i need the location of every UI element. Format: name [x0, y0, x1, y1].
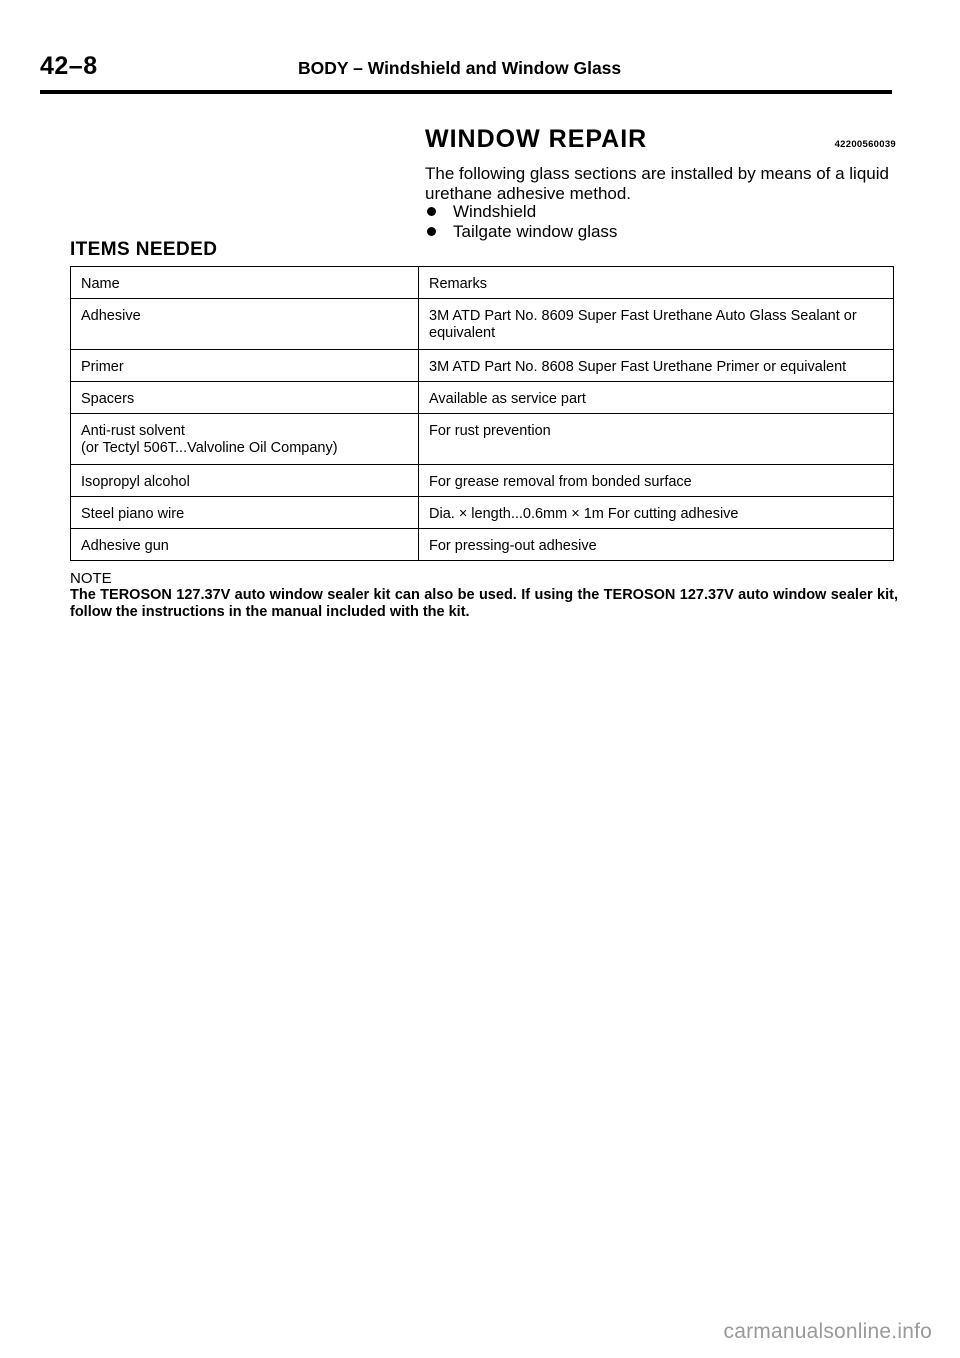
bullet-icon	[427, 207, 436, 216]
item-name: Spacers	[71, 382, 419, 414]
item-remarks: For pressing-out adhesive	[419, 529, 894, 561]
footer-watermark[interactable]: carmanualsonline.info	[723, 1320, 932, 1343]
table-header-row	[71, 267, 894, 299]
item-remarks: For rust prevention	[419, 414, 894, 465]
bullet-icon	[427, 227, 436, 236]
intro-paragraph: The following glass sections are installed by means of a liquid urethane adhesive method.	[425, 164, 889, 203]
list-item	[425, 202, 617, 222]
table-row	[71, 299, 894, 350]
page-number: 42–8	[40, 52, 98, 80]
list-item-label: Tailgate window glass	[453, 221, 618, 241]
table-row	[71, 465, 894, 497]
running-head: BODY – Windshield and Window Glass	[298, 58, 622, 78]
note-text: The TEROSON 127.37V auto window sealer kit can also be used. If using the TEROSON 127.37V auto window sealer kit, follow the instructions in the manual included with the kit.	[70, 587, 898, 620]
item-name: Adhesive	[71, 299, 419, 350]
item-name: Primer	[71, 350, 419, 382]
item-remarks: 3M ATD Part No. 8609 Super Fast Urethane Auto Glass Sealant or equivalent	[419, 299, 894, 350]
section-title: WINDOW REPAIR	[425, 125, 648, 153]
table-row	[71, 350, 894, 382]
list-item	[425, 222, 617, 242]
item-remarks: Dia. × length...0.6mm × 1m For cutting adhesive	[419, 497, 894, 529]
item-remarks: 3M ATD Part No. 8608 Super Fast Urethane Primer or equivalent	[419, 350, 894, 382]
glass-section-list	[425, 202, 617, 241]
table-row	[71, 529, 894, 561]
page-header	[40, 54, 892, 94]
column-header-remarks: Remarks	[419, 267, 894, 299]
items-needed-table	[70, 266, 894, 561]
table-row	[71, 497, 894, 529]
note-label: NOTE	[70, 570, 112, 587]
item-remarks: For grease removal from bonded surface	[419, 465, 894, 497]
column-header-name: Name	[71, 267, 419, 299]
list-item-label: Windshield	[453, 202, 537, 221]
item-name: Adhesive gun	[71, 529, 419, 561]
item-name: Steel piano wire	[71, 497, 419, 529]
item-name: Anti-rust solvent (or Tectyl 506T...Valvoline Oil Company)	[71, 414, 419, 465]
section-code: 42200560039	[834, 139, 896, 150]
table-row	[71, 382, 894, 414]
item-name: Isopropyl alcohol	[71, 465, 419, 497]
table-row	[71, 414, 894, 465]
item-remarks: Available as service part	[419, 382, 894, 414]
items-needed-heading: ITEMS NEEDED	[70, 239, 218, 260]
